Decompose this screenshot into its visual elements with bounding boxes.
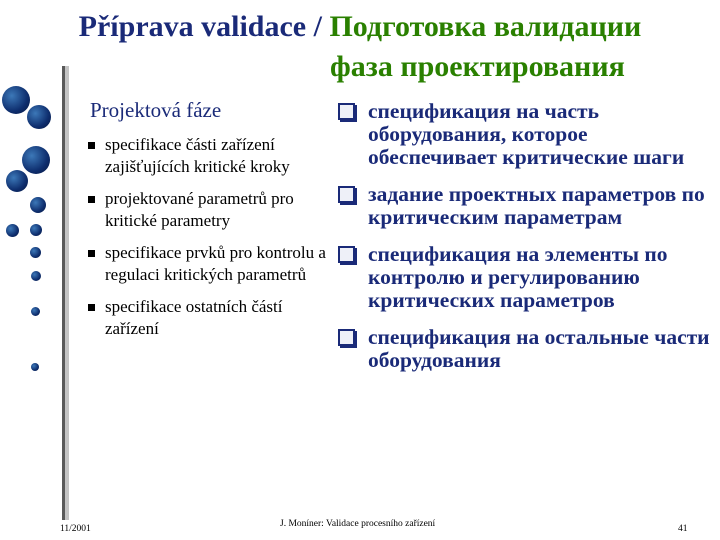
decorative-dot xyxy=(30,224,42,236)
decorative-dot xyxy=(27,105,51,129)
decorative-dot xyxy=(30,247,41,258)
list-item xyxy=(88,188,328,232)
square-bullet-icon xyxy=(88,304,95,311)
footer-author: J. Moníner: Validace procesního zařízení xyxy=(280,519,436,529)
decorative-dot xyxy=(31,307,40,316)
phase-heading: Projektová fáze xyxy=(90,98,222,122)
right-bullet-list xyxy=(332,100,720,372)
square-bullet-icon xyxy=(88,142,95,149)
list-item-text: задание проектных параметров по критическим параметрам xyxy=(368,182,705,229)
decorative-dot xyxy=(22,146,50,174)
list-item-text: спецификация на часть оборудования, которое обеспечивает критические шаги xyxy=(368,99,685,169)
title-russian: Подготовка валидации xyxy=(329,10,642,43)
list-item xyxy=(88,242,328,286)
list-item-text: specifikace ostatních částí zařízení xyxy=(105,297,283,338)
slide-title xyxy=(0,10,720,44)
checkbox-bullet-icon xyxy=(338,103,355,120)
checkbox-bullet-icon xyxy=(338,186,355,203)
left-bullet-list xyxy=(88,134,328,340)
decorative-dot xyxy=(30,197,46,213)
list-item xyxy=(332,100,720,169)
list-item xyxy=(88,134,328,178)
decorative-dot xyxy=(6,170,28,192)
title-czech: Příprava validace / xyxy=(78,10,330,43)
slide-subtitle: фаза проектирования xyxy=(330,50,625,83)
list-item xyxy=(332,326,720,372)
list-item-text: specifikace části zařízení zajišťujících kritické kroky xyxy=(105,135,290,176)
list-item-text: спецификация на остальные части оборудования xyxy=(368,325,710,372)
list-item-text: specifikace prvků pro kontrolu a regulaci kritických parametrů xyxy=(105,243,326,284)
footer-date: 11/2001 xyxy=(60,524,91,534)
list-item-text: projektované parametrů pro kritické parametry xyxy=(105,189,294,230)
decorative-dot xyxy=(31,271,41,281)
page-number: 41 xyxy=(678,524,688,534)
list-item xyxy=(88,296,328,340)
decorative-dot xyxy=(2,86,30,114)
decorative-dot xyxy=(6,224,19,237)
square-bullet-icon xyxy=(88,250,95,257)
square-bullet-icon xyxy=(88,196,95,203)
list-item-text: спецификация на элементы по контролю и регулированию критических параметров xyxy=(368,242,668,312)
decorative-dot xyxy=(31,363,39,371)
list-item xyxy=(332,243,720,312)
checkbox-bullet-icon xyxy=(338,246,355,263)
list-item xyxy=(332,183,720,229)
decorative-vertical-shadow xyxy=(65,66,69,520)
checkbox-bullet-icon xyxy=(338,329,355,346)
